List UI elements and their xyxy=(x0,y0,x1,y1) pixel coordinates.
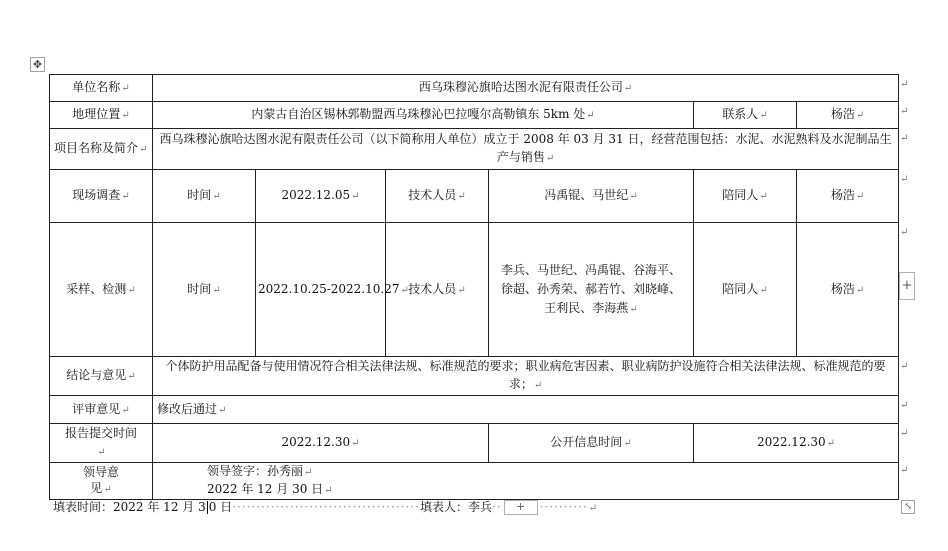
row-end-mark: ↵ xyxy=(900,106,909,117)
table-row xyxy=(50,223,899,357)
survey-time-label-cell[interactable]: 时间↵ xyxy=(153,170,256,223)
survey-tech-label-cell[interactable]: 技术人员↵ xyxy=(386,170,489,223)
sampling-time-label-cell[interactable]: 时间↵ xyxy=(153,223,256,357)
table-row xyxy=(50,170,899,223)
row-end-mark: ↵ xyxy=(900,361,909,372)
table-resize-handle-icon[interactable]: ⤡ xyxy=(901,500,915,514)
row-end-mark: ↵ xyxy=(900,174,909,185)
table-row xyxy=(50,396,899,424)
table-row xyxy=(50,424,899,463)
survey-escort-value-cell[interactable]: 杨浩↵ xyxy=(797,170,899,223)
leader-value-cell[interactable] xyxy=(153,463,899,500)
info-table xyxy=(49,74,899,500)
leader-date-line: 2022 年 12 月 30 日↵ xyxy=(207,482,333,496)
fill-time-value-a: 2022 年 12 月 3 xyxy=(113,500,206,514)
survey-escort-label-cell[interactable]: 陪同人↵ xyxy=(694,170,797,223)
location-value-cell[interactable]: 内蒙古自治区锡林郭勒盟西乌珠穆沁巴拉嘎尔高勒镇东 5km 处↵ xyxy=(153,102,694,129)
sampling-tech-value-cell[interactable]: 李兵、马世纪、冯禹锟、谷海平、徐超、孙秀荣、郝若竹、刘晓峰、王利民、李海燕↵ xyxy=(489,223,694,357)
survey-time-value-cell[interactable]: 2022.12.05↵ xyxy=(256,170,386,223)
row-end-mark: ↵ xyxy=(900,428,909,439)
table-row xyxy=(50,463,899,500)
row-end-mark: ↵ xyxy=(900,79,909,90)
conclusion-value-cell[interactable]: 个体防护用品配备与使用情况符合相关法律法规、标准规范的要求；职业病危害因素、职业病防护设施符合相关法律法规、标准规范的要求；↵ xyxy=(153,357,899,396)
sampling-label-cell[interactable]: 采样、检测↵ xyxy=(50,223,153,357)
location-label-cell[interactable]: 地理位置↵ xyxy=(50,102,153,129)
table-move-handle-icon[interactable]: ✥ xyxy=(30,57,45,72)
tab-leader: ·········· xyxy=(539,500,588,514)
conclusion-label-cell[interactable]: 结论与意见↵ xyxy=(50,357,153,396)
paragraph-mark: ↵ xyxy=(588,503,598,514)
survey-label-cell[interactable]: 现场调查↵ xyxy=(50,170,153,223)
tab-leader: ······································· xyxy=(232,500,420,514)
review-label-cell[interactable]: 评审意见↵ xyxy=(50,396,153,424)
row-end-mark: ↵ xyxy=(900,133,909,144)
sampling-tech-label-cell[interactable]: 技术人员↵ xyxy=(386,223,489,357)
text-cursor xyxy=(207,501,208,514)
unit-name-value-cell[interactable]: 西乌珠穆沁旗哈达图水泥有限责任公司↵ xyxy=(153,75,899,102)
sampling-escort-label-cell[interactable]: 陪同人↵ xyxy=(694,223,797,357)
leader-sign-line: 领导签字：孙秀丽↵ xyxy=(207,464,313,478)
table-row xyxy=(50,102,899,129)
tab-leader: ·· xyxy=(491,500,502,514)
sampling-time-value-cell[interactable]: 2022.10.25-2022.10.27↵ xyxy=(256,223,386,357)
unit-name-label-cell[interactable]: 单位名称↵ xyxy=(50,75,153,102)
contact-label-cell[interactable]: 联系人↵ xyxy=(694,102,797,129)
report-label-cell[interactable]: 报告提交时间↵ xyxy=(50,424,153,463)
row-end-mark: ↵ xyxy=(900,465,909,476)
public-label-cell[interactable]: 公开信息时间↵ xyxy=(489,424,694,463)
add-row-button[interactable]: + xyxy=(504,500,538,515)
sampling-escort-value-cell[interactable]: 杨浩↵ xyxy=(797,223,899,357)
report-value-cell[interactable]: 2022.12.30↵ xyxy=(153,424,489,463)
footer-line[interactable] xyxy=(53,499,597,517)
review-value-cell[interactable]: 修改后通过↵ xyxy=(153,396,899,424)
filler-label: 填表人： xyxy=(419,500,468,514)
table-row xyxy=(50,129,899,170)
table-row xyxy=(50,75,899,102)
row-end-mark: ↵ xyxy=(900,400,909,411)
fill-time-label: 填表时间： xyxy=(53,500,114,514)
public-value-cell[interactable]: 2022.12.30↵ xyxy=(694,424,899,463)
filler-value: 李兵 xyxy=(467,500,492,514)
survey-tech-value-cell[interactable]: 冯禹锟、马世纪↵ xyxy=(489,170,694,223)
project-label-cell[interactable]: 项目名称及简介↵ xyxy=(50,129,153,170)
project-value-cell[interactable]: 西乌珠穆沁旗哈达图水泥有限责任公司（以下简称用人单位）成立于 2008 年 03 月 31 日，经营范围包括：水泥、水泥熟料及水泥制品生产与销售↵ xyxy=(153,129,899,170)
add-column-button[interactable]: + xyxy=(899,272,915,300)
contact-value-cell[interactable]: 杨浩↵ xyxy=(797,102,899,129)
table-row xyxy=(50,357,899,396)
row-end-mark: ↵ xyxy=(900,227,909,238)
leader-label-cell[interactable]: 领导意见↵ xyxy=(50,463,153,500)
fill-time-value-b: 0 日 xyxy=(208,500,233,514)
